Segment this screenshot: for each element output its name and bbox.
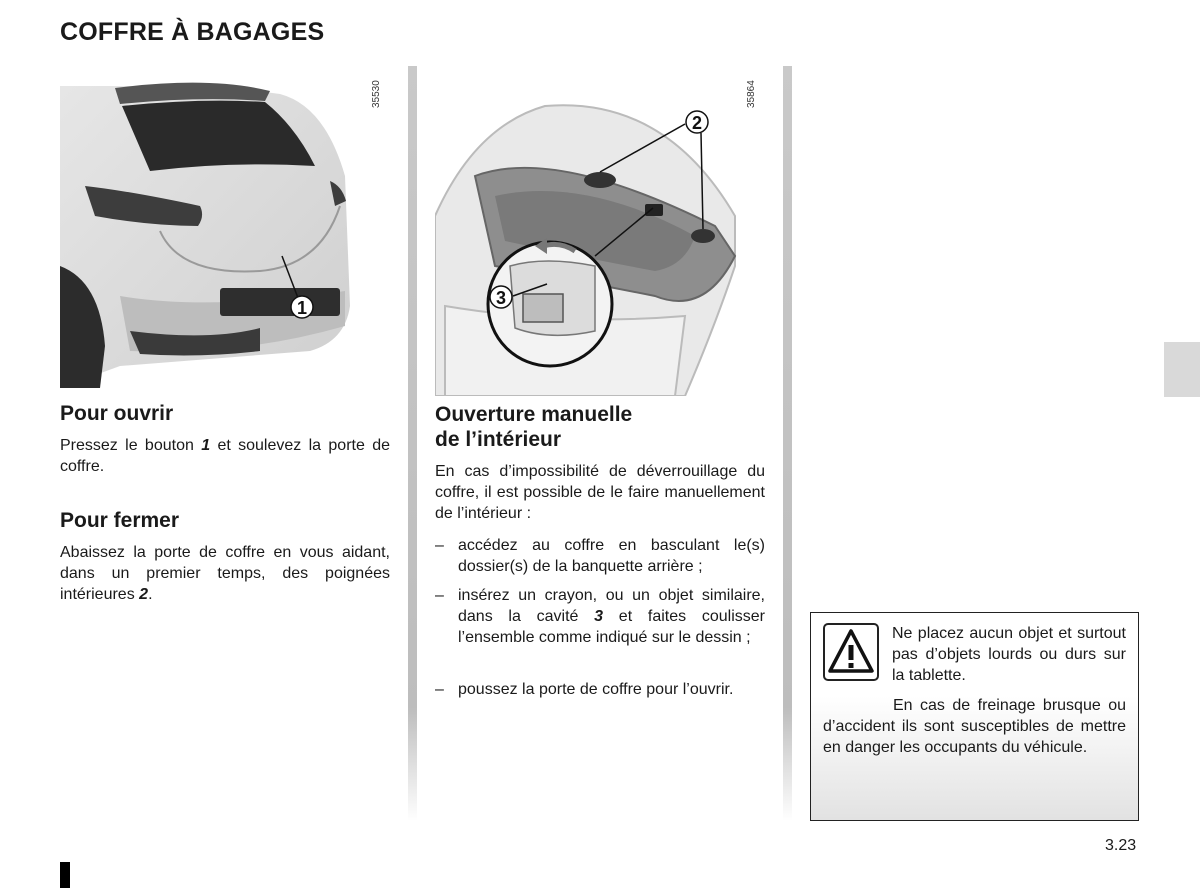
step2-before: insérez un crayon, ou un objet similaire, dans la cavité (458, 587, 765, 625)
ref-3: 3 (594, 608, 604, 625)
heading-ouverture-manuelle (435, 402, 765, 452)
list-item-step-1: – accédez au coffre en basculant le(s) dossier(s) de la banquette arrière ; (435, 535, 765, 577)
page-title: COFFRE À BAGAGES (60, 18, 325, 46)
step-list-2 (435, 585, 765, 648)
figure-car-rear (60, 66, 390, 388)
ref-2: 2 (139, 586, 149, 603)
heading-line-1: Ouverture manuelle (435, 403, 633, 426)
step2-after: et faites coulisser l’ensemble comme indiqué sur le dessin ; (458, 608, 765, 646)
warning-triangle-icon (823, 623, 879, 681)
callout-1: 1 (296, 298, 308, 318)
warning-box (810, 612, 1139, 821)
ouvrir-text-before: Pressez le bouton (60, 437, 202, 454)
step-list-1 (435, 535, 765, 577)
paragraph-pour-fermer (60, 542, 390, 605)
warning-text-1: Ne placez aucun objet et surtout pas d’objets lourds ou durs sur la tablette. (892, 625, 1126, 684)
figure-ref-35864: 35864 (746, 80, 757, 108)
page-number: 3.23 (1105, 837, 1137, 854)
warning-text-2: En cas de freinage brusque ou d’accident ils sont susceptibles de mettre en danger les occupants du véhicule. (823, 697, 1126, 756)
paragraph-pour-ouvrir (60, 435, 390, 477)
callout-2: 2 (691, 113, 703, 133)
tailgate-illustration (435, 66, 765, 396)
fermer-text-before: Abaissez la porte de coffre en vous aidant, dans un premier temps, des poignées intérieures (60, 544, 390, 603)
column-divider-left (408, 66, 417, 821)
column-divider-right (783, 66, 792, 821)
heading-line-2: de l’intérieur (435, 428, 562, 451)
figure-ref-35530: 35530 (371, 80, 382, 108)
ouvrir-text-after: et soulevez la porte de coffre. (60, 437, 390, 475)
chapter-thumb-tab (1164, 342, 1200, 397)
figure-tailgate-interior (435, 66, 765, 396)
callout-3: 3 (495, 288, 507, 308)
ref-1: 1 (201, 437, 211, 454)
step-list-3 (435, 679, 765, 700)
paragraph-manuelle-intro: En cas d’impossibilité de déverrouillage du coffre, il est possible de le faire manuellement de l’intérieur : (435, 463, 765, 522)
heading-pour-ouvrir: Pour ouvrir (60, 402, 174, 425)
list-item-step-2 (435, 585, 765, 648)
print-mark (60, 862, 70, 888)
list-item-step-3: – poussez la porte de coffre pour l’ouvrir. (435, 679, 765, 700)
heading-pour-fermer: Pour fermer (60, 509, 180, 532)
fermer-text-after: . (148, 586, 153, 603)
car-rear-illustration (60, 66, 390, 388)
